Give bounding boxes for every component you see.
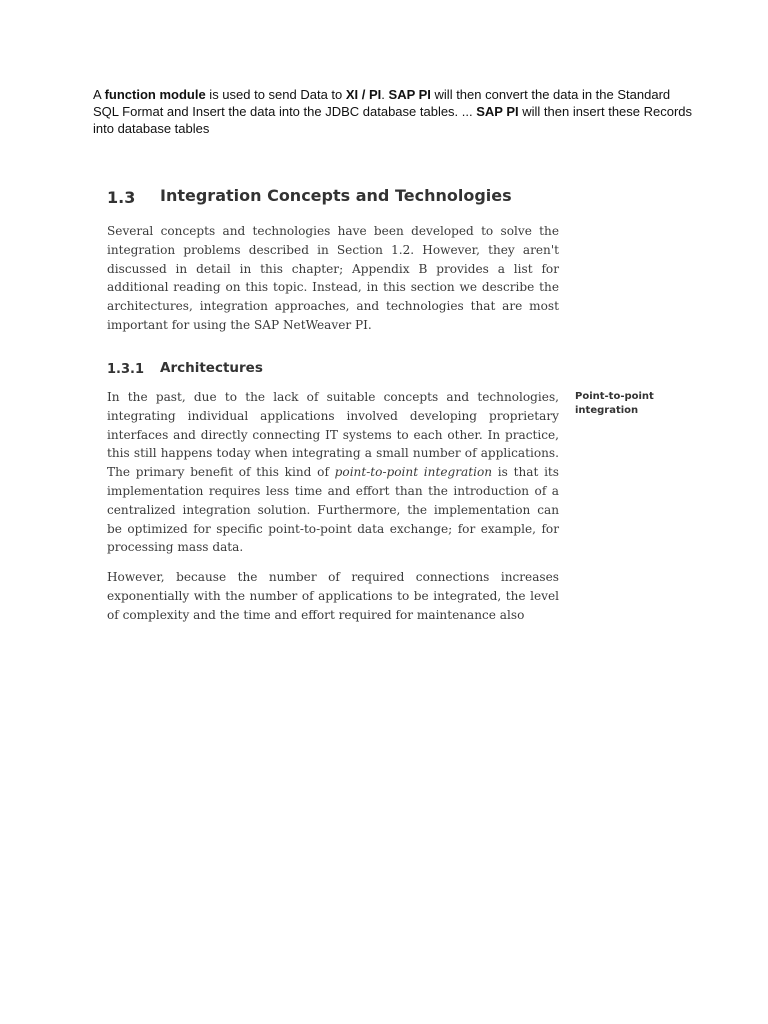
subsection-title: Architectures bbox=[160, 360, 263, 376]
intro-text-5: will then insert these Records into database tables bbox=[93, 104, 693, 136]
subsection-number: 1.3.1 bbox=[107, 362, 145, 377]
intro-text-1: A bbox=[93, 87, 105, 102]
p1-text-b: is that its implementation requires less time and effort than the introduction of a centralized integration solution. Furthermore, the implementation can be optimized for specific point-to-point data exchange; for example, for processing mass data. bbox=[107, 465, 560, 555]
architectures-paragraph-2: However, because the number of required connections increases exponentially with the number of applications to be integrated, the level of complexity and the time and effort required for maintenance also bbox=[107, 570, 559, 622]
p1-emphasis: point-to-point integration bbox=[334, 465, 493, 480]
section-number: 1.3 bbox=[107, 188, 136, 207]
intro-paragraph bbox=[93, 86, 693, 137]
intro-bold-xi-pi: XI / PI bbox=[345, 87, 382, 102]
intro-text-2: is used to send Data to bbox=[205, 87, 346, 102]
p1-text-a: In the past, due to the lack of suitable concepts and technologies, integrating individual applications involved developing proprietary interfaces and directly connecting IT systems to each other. In practice, this still happens today when integrating a small number of applications. The primary benefit of this kind of bbox=[107, 390, 559, 480]
section-title: Integration Concepts and Technologies bbox=[160, 186, 512, 205]
intro-bold-sap-pi-2: SAP PI bbox=[476, 104, 519, 119]
margin-note: Point-to-point integration bbox=[575, 391, 654, 416]
intro-bold-sap-pi-1: SAP PI bbox=[388, 87, 431, 102]
section-paragraph: Several concepts and technologies have been developed to solve the integration problems described in Section 1.2. However, they aren't discussed in detail in this chapter; Appendix B provides a list for additional reading on this topic. Instead, in this section we describe the architectures, integration approaches, and technologies that are most important for using the SAP NetWeaver PI. bbox=[107, 224, 559, 332]
book-page-image bbox=[93, 170, 673, 630]
intro-text-3: . bbox=[381, 87, 389, 102]
architectures-paragraph-1 bbox=[107, 388, 559, 557]
intro-bold-function-module: function module bbox=[104, 87, 206, 102]
intro-text-4: will then convert the data in the Standard SQL Format and Insert the data into the JDBC database tables. ... bbox=[93, 87, 671, 119]
